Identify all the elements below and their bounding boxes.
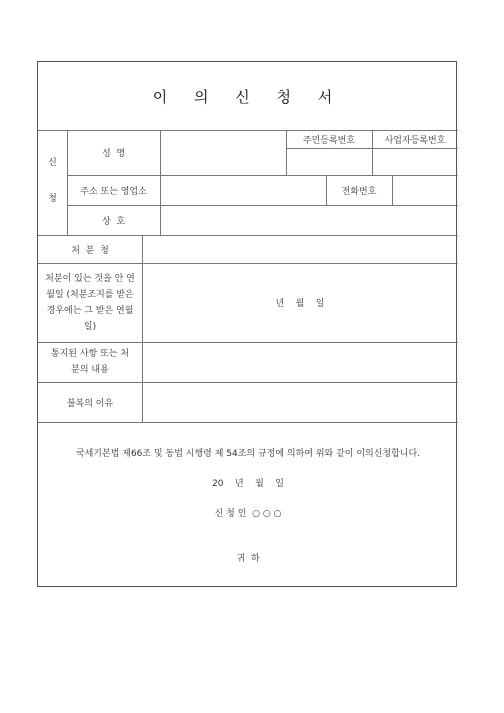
name-label: 성 명: [101, 149, 126, 159]
address-label: 주소 또는 영업소: [80, 186, 147, 197]
date-line: 20 년 월 일: [212, 479, 284, 489]
objection-form: [37, 61, 457, 587]
agency-field[interactable]: [142, 235, 458, 263]
resident-no-label: 주민등록번호: [302, 135, 356, 146]
applicant-group-char-1: 신: [48, 157, 57, 168]
business-no-field[interactable]: [372, 148, 458, 175]
disposition-date-label: 처분이 있는 것을 안 연월일 (처분조지를 받은경우에는 그 받은 연월일): [45, 273, 135, 332]
notified-matter-field[interactable]: [142, 342, 458, 382]
agency-label: 처 분 청: [71, 245, 109, 256]
trade-name-label: 상 호: [101, 216, 126, 227]
phone-field[interactable]: [392, 175, 458, 205]
objection-reason-field[interactable]: [142, 382, 458, 422]
business-no-label: 사업자등록번호: [384, 135, 446, 146]
trade-name-field[interactable]: [160, 205, 458, 235]
form-title: 이 의 신 청 서: [152, 87, 344, 106]
statement-text: 국세기본법 제66조 및 동법 시행령 제 54조의 규정에 의하여 위와 같이 이의신청합니다.: [75, 449, 421, 459]
address-field[interactable]: [160, 175, 326, 205]
name-field[interactable]: [160, 130, 286, 175]
applicant-group-char-2: 청: [48, 193, 57, 204]
phone-label: 전화번호: [341, 186, 377, 197]
notified-matter-label: 통지된 사항 또는 처분의 내용: [50, 349, 130, 375]
resident-no-field[interactable]: [286, 148, 372, 175]
objection-reason-label: 불복의 이유: [66, 398, 114, 409]
recipient-line: 귀 하: [236, 554, 260, 564]
applicant-signature-line: 신 청 인 ○ ○ ○: [214, 509, 282, 519]
disposition-date-field[interactable]: 년 월 일: [275, 299, 325, 309]
